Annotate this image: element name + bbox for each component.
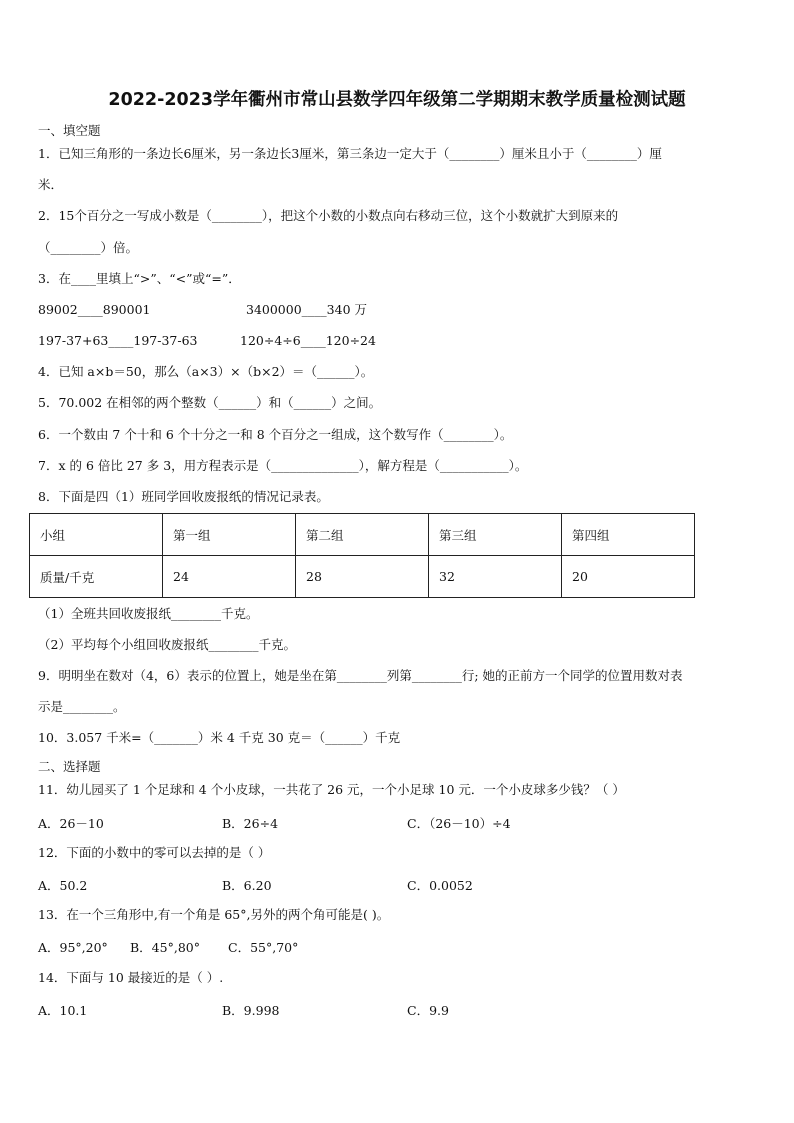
question-6: 6．一个数由 7 个十和 6 个十分之一和 8 个百分之一组成，这个数写作（________）。 — [38, 427, 513, 442]
record-table — [29, 513, 695, 598]
question-14-option-a: A．10.1 — [38, 1003, 88, 1018]
table-header-cell: 第三组 — [429, 514, 562, 556]
question-12: 12．下面的小数中的零可以去掉的是（ ） — [38, 845, 271, 860]
question-11-option-b: B．26÷4 — [222, 816, 279, 831]
question-3-compare-1: 89002____890001 — [38, 302, 151, 317]
question-3-compare-3: 197-37+63____197-37-63 — [38, 333, 198, 348]
question-4: 4．已知 a×b＝50，那么（a×3）×（b×2）＝（______）。 — [38, 364, 374, 379]
table-cell: 24 — [163, 556, 296, 598]
table-cell: 20 — [562, 556, 695, 598]
question-10: 10．3.057 千米=（_______）米 4 千克 30 克＝（______）千克 — [38, 730, 401, 745]
question-3: 3．在____里填上“>”、“<”或“=”． — [38, 271, 241, 286]
question-11-option-c: C．（26－10）÷4 — [407, 816, 511, 831]
question-13: 13．在一个三角形中,有一个角是 65°,另外的两个角可能是( )。 — [38, 907, 390, 922]
question-14-option-b: B．9.998 — [222, 1003, 280, 1018]
table-header-cell: 第二组 — [296, 514, 429, 556]
question-12-option-c: C．0.0052 — [407, 878, 473, 893]
question-11-option-a: A．26－10 — [38, 816, 104, 831]
question-8-part-1: （1）全班共回收废报纸________千克。 — [38, 606, 259, 621]
question-13-option-b: B．45°,80° — [130, 940, 200, 955]
question-9-line-2: 示是________。 — [38, 699, 126, 714]
table-header-row — [30, 514, 695, 556]
question-11: 11．幼儿园买了 1 个足球和 4 个小皮球，一共花了 26 元，一个小足球 10 元．一个小皮球多少钱？（ ） — [38, 782, 625, 797]
question-8-part-2: （2）平均每个小组回收废报纸________千克。 — [38, 637, 296, 652]
table-header-cell: 小组 — [30, 514, 163, 556]
table-cell: 32 — [429, 556, 562, 598]
question-1-line-2: 米． — [38, 177, 64, 192]
question-3-compare-2: 3400000____340 万 — [246, 302, 368, 317]
question-14: 14．下面与 10 最接近的是（ ）. — [38, 970, 224, 985]
table-cell: 28 — [296, 556, 429, 598]
question-12-option-b: B．6.20 — [222, 878, 272, 893]
question-7: 7．x 的 6 倍比 27 多 3，用方程表示是（______________），解方程是（___________）。 — [38, 458, 528, 473]
section-multiple-choice: 二、选择题 — [38, 759, 101, 774]
table-header-cell: 第四组 — [562, 514, 695, 556]
question-3-compare-4: 120÷4÷6____120÷24 — [240, 333, 376, 348]
question-1-line-1: 1．已知三角形的一条边长6厘米，另一条边长3厘米，第三条边一定大于（________）厘米且小于（________）厘 — [38, 146, 662, 161]
table-header-cell: 第一组 — [163, 514, 296, 556]
question-13-option-a: A．95°,20° — [38, 940, 108, 955]
question-2-line-1: 2．15个百分之一写成小数是（________），把这个小数的小数点向右移动三位，这个小数就扩大到原来的 — [38, 208, 619, 223]
question-14-option-c: C．9.9 — [407, 1003, 449, 1018]
question-9-line-1: 9．明明坐在数对（4，6）表示的位置上，她是坐在第________列第________行; 她的正前方一个同学的位置用数对表 — [38, 668, 683, 683]
page-title: 2022-2023学年衢州市常山县数学四年级第二学期期末教学质量检测试题 — [108, 90, 686, 110]
section-fill-blank: 一、填空题 — [38, 123, 101, 138]
table-row — [30, 556, 695, 598]
question-5: 5．70.002 在相邻的两个整数（______）和（______）之间。 — [38, 395, 382, 410]
question-2-line-2: （________）倍。 — [38, 240, 139, 255]
question-8: 8．下面是四（1）班同学回收废报纸的情况记录表。 — [38, 489, 329, 504]
question-12-option-a: A．50.2 — [38, 878, 88, 893]
table-cell: 质量/千克 — [30, 556, 163, 598]
question-13-option-c: C．55°,70° — [228, 940, 299, 955]
